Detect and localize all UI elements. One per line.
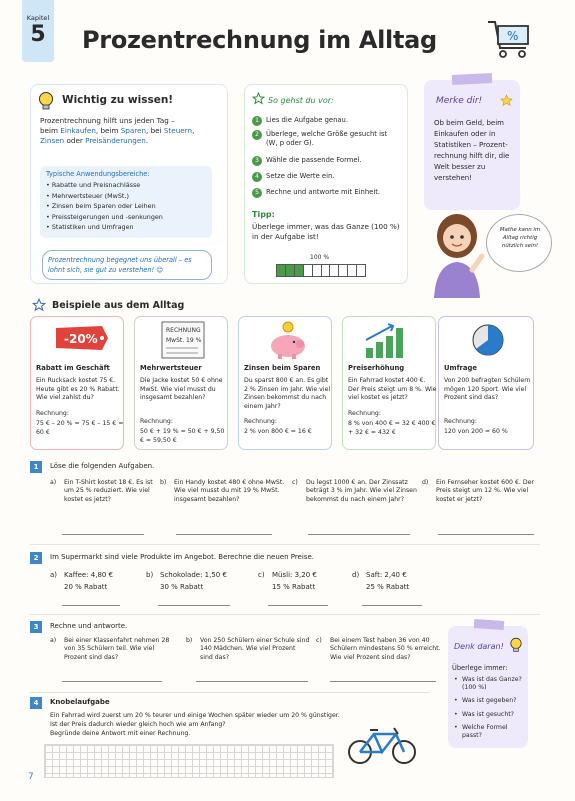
calc-text: 75 € – 20 % = 75 € – 15 € = 60 € [36,420,124,436]
task-label: d) [422,479,429,486]
chapter-label: Kapitel [26,14,50,22]
task-label: d) [352,571,360,579]
list-item: • Welche Formel passt? [454,724,524,740]
bicycle-icon [346,722,418,766]
task-text: Ein T-Shirt kostet 18 €. Es ist um 25 % reduziert. Wie viel kostet es jetzt? [64,479,153,503]
task-text: Ist der Preis dadurch wieder gleich hoch wie am Anfang? [50,721,226,728]
bar-segment [304,265,313,276]
bar-segment [330,265,339,276]
task-title: Knobelaufgabe [50,698,110,706]
task-label: a) [50,637,57,644]
shopping-cart-icon [484,14,534,64]
product-name: Schokolade: 1,50 € [160,571,227,579]
task-label: c) [292,479,298,486]
chapter-number: 5 [30,22,46,47]
product-discount: 30 % Rabatt [160,583,204,591]
list-item: • Rabatte und Preisnachlässe [46,180,163,191]
card-body: Die Jacke kostet 50 € ohne MwSt. Wie viel musst du insgesamt bezahlen? [140,377,223,402]
task-number: 2 [30,552,42,564]
task-text: Bei einer Klassenfahrt nehmen 28 von 35 Schülern teil. Wie viel Prozent sind das? [64,637,170,661]
answer-line[interactable] [62,681,162,682]
examples-heading: Beispiele aus dem Alltag [52,300,185,311]
task-text: Bei einem Test haben 36 von 40 Schülern mindestens 50 % erreicht. Wie viel Prozent sind das? [330,637,441,661]
percent-bar [276,264,366,277]
thought-bubble-text: Mathe kann im Alltag richtig nützlich sein! [499,227,541,249]
bar-segment [348,265,357,276]
task-label: a) [50,571,58,579]
divider [30,692,430,693]
task-label: c) [316,637,322,644]
receipt-heading: RECHNUNG [166,327,201,334]
task-label: a) [50,479,57,486]
task-title: Löse die folgenden Aufgaben. [50,462,155,470]
task-text: Ein Handy kostet 480 € ohne MwSt. Wie viel musst du mit 19 % MwSt. insgesamt bezahlen? [174,479,285,503]
answer-grid[interactable] [44,744,334,778]
step-item: 1 Lies die Aufgabe genau. [252,116,402,126]
task-title: Rechne und antworte. [50,622,128,630]
calc-label: Rechnung: [140,418,173,425]
task-title: Im Supermarkt sind viele Produkte im Angebot. Berechne die neuen Preise. [50,553,314,561]
list-item: • Mehrwertsteuer (MwSt.) [46,191,163,202]
calc-label: Rechnung: [244,418,277,425]
reminder-list [454,676,524,745]
divider [30,544,540,545]
calc-label: Rechnung: [444,418,477,425]
card-body: Von 200 befragten Schülern mögen 120 Sport. Wie viel Prozent sind das? [444,377,531,402]
speech-bubble-text: Prozentrechnung begegnet uns überall – es lohnt sich, sie gut zu verstehen! 😊 [48,256,192,274]
price-tag-text: -20% [64,332,98,346]
step-item: 3 Wähle die passende Formel. [252,156,402,166]
info-text: Prozentrechnung hilft uns jeden Tag – beim Einkaufen, beim Sparen, bei Steuern, Zinsen oder Preisänderungen. [40,116,195,146]
receipt-vat: MwSt. 19 % [166,337,202,344]
step-item: 5 Rechne und antworte mit Einheit. [252,188,402,198]
card-body: Ein Rucksack kostet 75 €. Heute gibt es 20 % Rabatt. Wie viel zahlst du? [36,377,120,402]
info-title: Wichtig zu wissen! [62,94,174,106]
keyword: Einkaufen [60,126,96,136]
reminder-subtitle: Überlege immer: [452,664,508,672]
list-item: • Was ist gesucht? [454,711,524,719]
list-item: • Preissteigerungen und -senkungen [46,212,163,223]
chapter-tab [22,0,54,62]
task-text: Du legst 1000 € an. Der Zinssatz beträgt 3 % im Jahr. Wie viel Zinsen bekommst du nach einem Jahr? [306,479,417,503]
answer-line[interactable] [158,605,230,606]
areas-list [46,180,163,233]
calc-text: 120 von 200 = 60 % [444,428,508,435]
answer-line[interactable] [62,534,144,535]
calc-label: Rechnung: [348,410,381,417]
piggy-bank-icon [266,320,310,360]
list-item: • Was ist das Ganze? (100 %) [454,676,524,692]
bar-label: 100 % [310,254,330,261]
task-number: 3 [30,621,42,633]
list-item: • Was ist gegeben? [454,697,524,705]
answer-line[interactable] [196,681,308,682]
keyword: Preisänderungen [85,136,146,146]
answer-line[interactable] [330,681,436,682]
task-label: c) [258,571,265,579]
star-icon [32,298,46,312]
product-discount: 25 % Rabatt [366,583,410,591]
areas-title: Typische Anwendungsbereiche: [46,170,150,178]
card-body: Du sparst 800 € an. Es gibt 2 % Zinsen im Jahr. Wie viel Zinsen bekommst du nach einem Jahr? [244,377,331,410]
bar-segment [295,265,304,276]
bar-segment [286,265,295,276]
product-discount: 15 % Rabatt [272,583,316,591]
card-title: Preiserhöhung [348,364,405,372]
bar-segment [313,265,322,276]
product-name: Kaffee: 4,80 € [64,571,114,579]
answer-line[interactable] [438,534,534,535]
tape [452,73,492,85]
bar-segment [277,265,286,276]
answer-line[interactable] [308,534,410,535]
star-icon [252,92,265,105]
task-number: 4 [30,697,42,709]
list-item: • Statistiken und Umfragen [46,222,163,233]
page-number: 7 [28,772,34,782]
card-title: Zinsen beim Sparen [244,364,321,372]
list-item: • Zinsen beim Sparen oder Leihen [46,201,163,212]
product-discount: 20 % Rabatt [64,583,108,591]
task-text: Ein Fernseher kostet 600 €. Der Preis steigt um 12 %. Wie viel kostet er jetzt? [436,479,534,503]
answer-line[interactable] [62,605,120,606]
bar-segment [357,265,365,276]
step-item: 2 Überlege, welche Größe gesucht ist (W, p oder G). [252,130,402,149]
task-text: Von 250 Schülern einer Schule sind 140 Mädchen. Wie viel Prozent sind das? [200,637,310,661]
steps-title: So gehst du vor: [268,96,334,105]
step-item: 4 Setze die Werte ein. [252,172,402,182]
girl-illustration [424,208,490,298]
price-tag-icon [50,322,110,354]
product-name: Saft: 2,40 € [366,571,407,579]
calc-label: Rechnung: [36,410,69,417]
svg-text:%: % [507,29,519,43]
answer-line[interactable] [176,534,272,535]
task-label: b) [146,571,154,579]
divider [30,614,540,615]
page-title: Prozentrechnung im Alltag [82,26,437,54]
keyword: Sparen [120,126,147,136]
calc-text: 8 % von 400 € = 32 € 400 € + 32 € = 432 € [348,420,436,436]
keyword: Steuern [163,126,193,136]
product-name: Müsli: 3,20 € [272,571,317,579]
card-title: Umfrage [444,364,477,372]
task-label: b) [160,479,167,486]
card-title: Rabatt im Geschäft [36,364,110,372]
task-text: Ein Fahrrad wird zuerst um 20 % teurer und einige Wochen später wieder um 20 % günstiger. [50,712,340,719]
tip-text: Überlege immer, was das Ganze (100 %) in der Aufgabe ist! [252,222,400,241]
lightbulb-icon [508,636,524,654]
keyword: Zinsen [40,136,65,146]
growth-chart-icon [362,320,412,360]
reminder-title: Denk daran! [454,642,504,651]
note-title: Merke dir! [436,96,483,106]
task-number: 1 [30,461,42,473]
bar-segment [322,265,331,276]
task-text: Begründe deine Antwort mit einer Rechnung. [50,730,191,737]
bar-segment [339,265,348,276]
pie-chart-icon [470,322,506,358]
tip-label: Tipp: [252,210,275,219]
calc-text: 2 % von 800 € = 16 € [244,428,312,435]
answer-line[interactable] [362,605,422,606]
lightbulb-icon [36,90,56,112]
star-icon [500,94,513,107]
card-title: Mehrwertsteuer [140,364,202,372]
calc-text: 50 € + 19 % = 50 € + 9,50 € = 59,50 € [140,428,225,444]
answer-line[interactable] [268,605,328,606]
task-label: b) [186,637,193,644]
receipt-icon [160,320,206,360]
note-text: Ob beim Geld, beim Einkaufen oder in Statistiken – Prozent-rechnung hilft dir, die Welt besser zu verstehen! [434,119,510,182]
card-body: Ein Fahrrad kostet 400 €. Der Preis steigt um 8 %. Wie viel kostet es jetzt? [348,377,437,402]
